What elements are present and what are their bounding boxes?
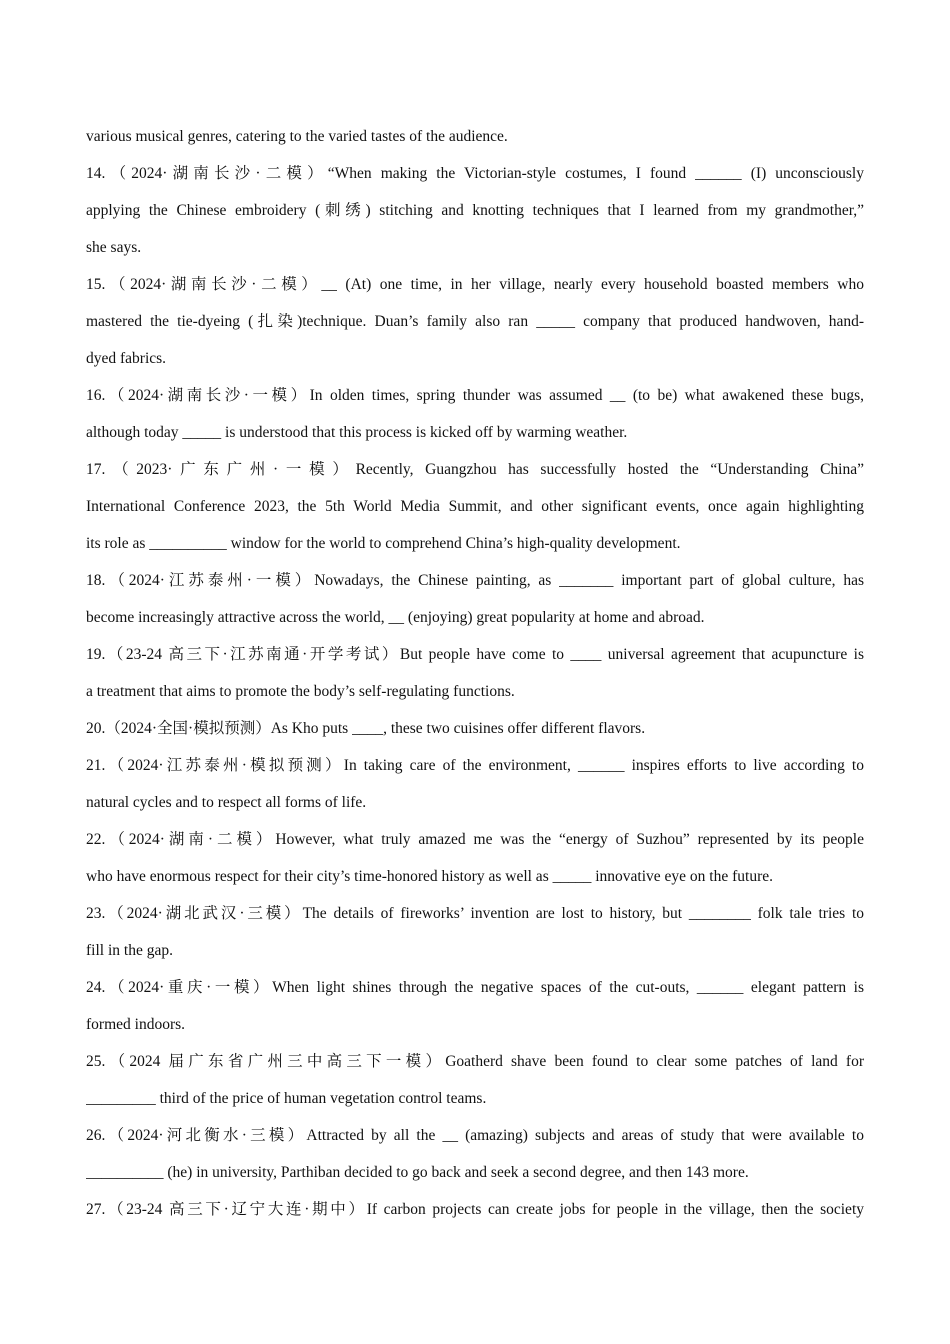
question-18-line-1: 18.（2024·江苏泰州·一模）Nowadays, the Chinese painting, as _______ important part of global culture, has [86, 572, 864, 589]
question-14-line-1: 14.（2024·湖南长沙·二模）“When making the Victorian-style costumes, I found ______ (I) unconsciously [86, 165, 864, 182]
question-19-line-2: a treatment that aims to promote the body’s self-regulating functions. [86, 683, 515, 700]
question-15-line-1: 15.（2024·湖南长沙·二模）__ (At) one time, in her village, nearly every household boasted members who [86, 276, 864, 293]
question-15-line-3: dyed fabrics. [86, 350, 167, 367]
question-21-line-2: natural cycles and to respect all forms of life. [86, 794, 367, 811]
question-26-line-1: 26.（2024·河北衡水·三模）Attracted by all the __ (amazing) subjects and areas of study that were available to [86, 1127, 864, 1144]
question-17-line-2: International Conference 2023, the 5th World Media Summit, and other significant events, once again highlighting [86, 498, 864, 515]
question-22-line-2: who have enormous respect for their city’s time-honored history as well as _____ innovative eye on the future. [86, 868, 773, 885]
question-15-line-2: mastered the tie-dyeing (扎染)technique. Duan’s family also ran _____ company that produced handwoven, hand- [86, 313, 864, 330]
question-16-line-2: although today _____ is understood that this process is kicked off by warming weather. [86, 424, 628, 441]
question-17-line-1: 17.（2023·广东广州·一模）Recently, Guangzhou has successfully hosted the “Understanding China” [86, 461, 864, 478]
question-16-line-1: 16.（2024·湖南长沙·一模）In olden times, spring thunder was assumed __ (to be) what awakened these bugs, [86, 387, 864, 404]
question-23-line-1: 23.（2024·湖北武汉·三模）The details of fireworks’ invention are lost to history, but ________ folk tale tries to [86, 905, 864, 922]
question-23-line-2: fill in the gap. [86, 942, 173, 959]
document-page [86, 122, 864, 1232]
question-25-line-1: 25.（2024 届广东省广州三中高三下一模）Goatherd shave been found to clear some patches of land for [86, 1053, 864, 1070]
question-17-line-3: its role as __________ window for the world to comprehend China’s high-quality development. [86, 535, 681, 552]
question-24-line-1: 24.（2024·重庆·一模）When light shines through the negative spaces of the cut-outs, ______ elegant pattern is [86, 979, 864, 996]
question-27-line-1: 27.（23-24 高三下·辽宁大连·期中）If carbon projects can create jobs for people in the village, then the society [86, 1201, 864, 1218]
question-14-line-2: applying the Chinese embroidery (刺绣) stitching and knotting techniques that I learned from my grandmother,” [86, 202, 864, 219]
question-22-line-1: 22.（2024·湖南·二模）However, what truly amazed me was the “energy of Suzhou” represented by its people [86, 831, 864, 848]
question-26-line-2: __________ (he) in university, Parthiban decided to go back and seek a second degree, and then 143 more. [86, 1164, 749, 1181]
question-21-line-1: 21.（2024·江苏泰州·模拟预测）In taking care of the environment, ______ inspires efforts to live according to [86, 757, 864, 774]
question-14-line-3: she says. [86, 239, 142, 256]
question-20-line-1: 20.（2024·全国·模拟预测）As Kho puts ____, these two cuisines offer different flavors. [86, 720, 646, 737]
question-25-line-2: _________ third of the price of human vegetation control teams. [86, 1090, 487, 1107]
question-19-line-1: 19.（23-24 高三下·江苏南通·开学考试）But people have come to ____ universal agreement that acupuncture is [86, 646, 864, 663]
text-line-1: various musical genres, catering to the varied tastes of the audience. [86, 128, 508, 145]
question-18-line-2: become increasingly attractive across the world, __ (enjoying) great popularity at home and abroad. [86, 609, 705, 626]
question-24-line-2: formed indoors. [86, 1016, 186, 1033]
